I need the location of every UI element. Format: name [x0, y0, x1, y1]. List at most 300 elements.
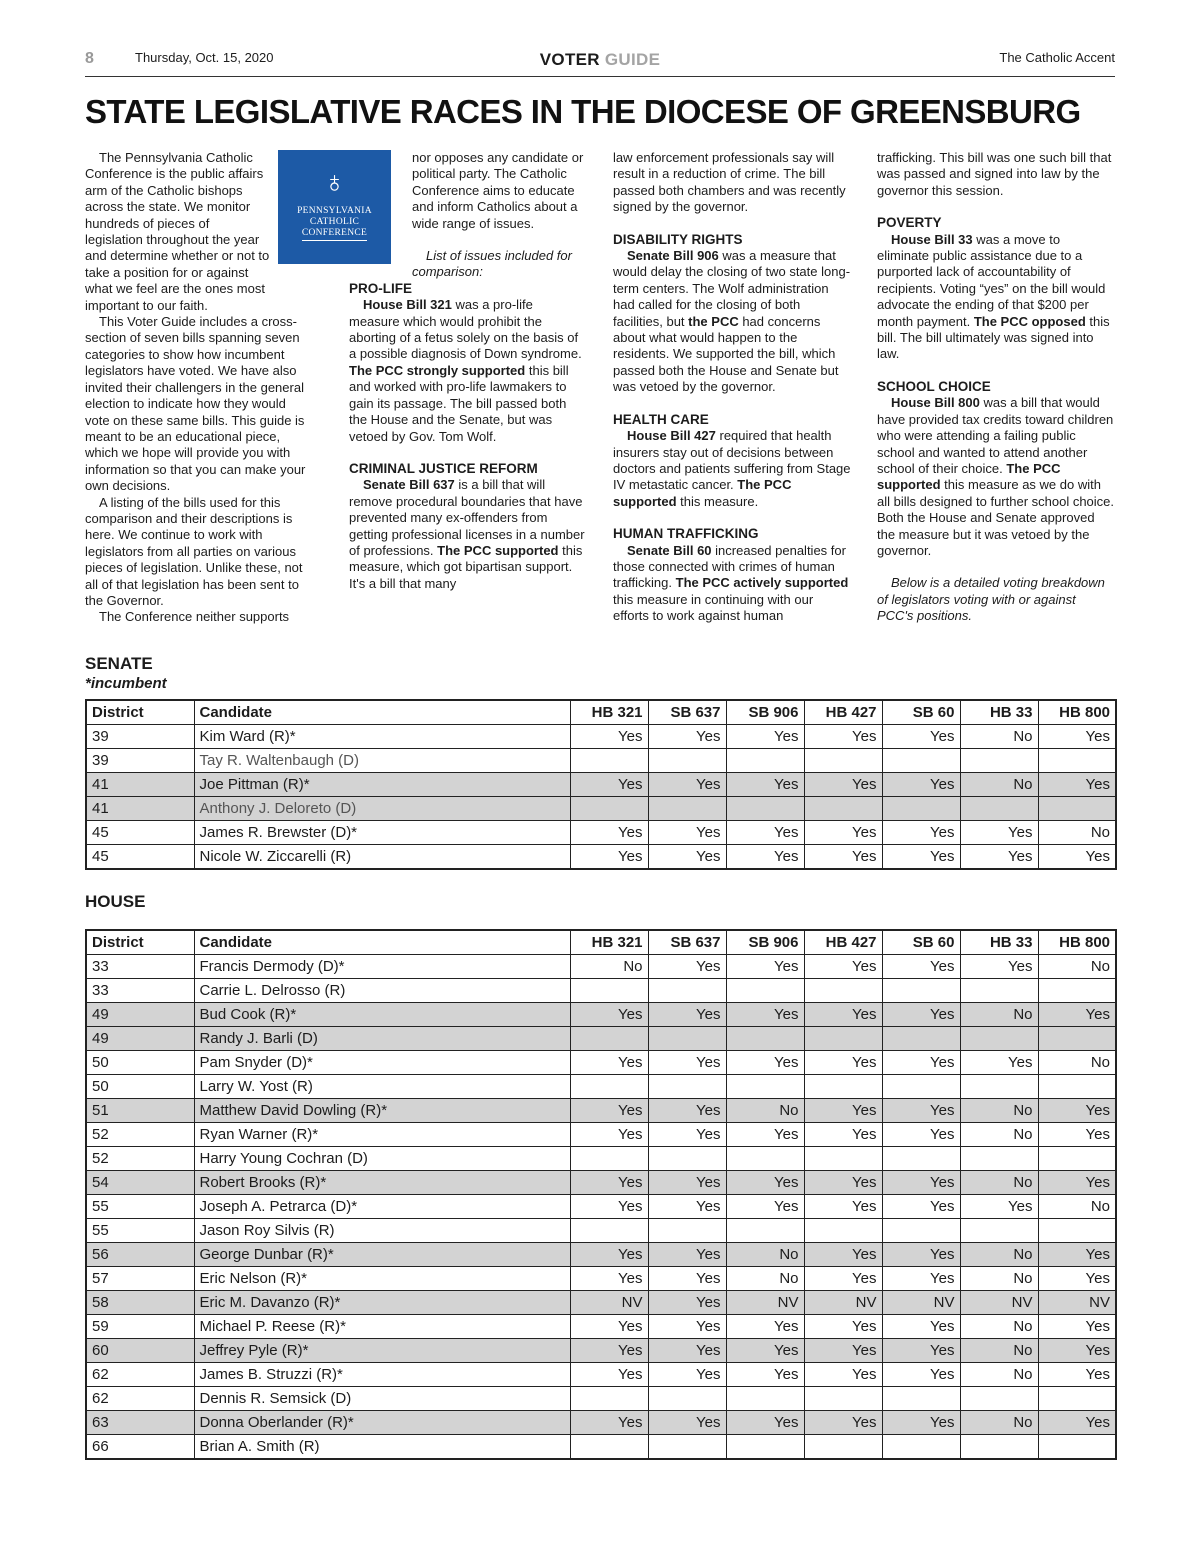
vote-cell: Yes	[1038, 1003, 1116, 1027]
house-header-row	[86, 930, 1116, 955]
vote-cell	[648, 1387, 726, 1411]
vote-cell: Yes	[882, 1099, 960, 1123]
vote-cell: Yes	[726, 1171, 804, 1195]
district-cell: 55	[86, 1195, 194, 1219]
district-cell: 60	[86, 1339, 194, 1363]
vote-cell: Yes	[570, 1051, 648, 1075]
section-word-voter: VOTER	[539, 50, 600, 69]
table-row	[86, 1243, 1116, 1267]
intro-paragraph-1: The Pennsylvania Catholic Conference is the public affairs arm of the Catholic bishops across the state. We monitor hundreds of pieces of legislation throughout the year and determine whether or not to take a position for or against what we feel are the ones most important to our faith.	[85, 150, 270, 313]
vote-cell: No	[960, 1003, 1038, 1027]
vote-cell: Yes	[648, 725, 726, 749]
vote-cell: Yes	[882, 1171, 960, 1195]
vote-cell: Yes	[648, 1243, 726, 1267]
heading-poverty: POVERTY	[877, 215, 942, 231]
vote-cell: Yes	[804, 1339, 882, 1363]
section-word-guide: GUIDE	[604, 50, 661, 69]
vote-cell: Yes	[570, 1099, 648, 1123]
vote-cell: Yes	[882, 845, 960, 870]
vote-cell: NV	[726, 1291, 804, 1315]
column-header: HB 33	[960, 930, 1038, 955]
vote-cell	[570, 1075, 648, 1099]
district-cell: 51	[86, 1099, 194, 1123]
vote-cell	[570, 1387, 648, 1411]
vote-cell: Yes	[648, 1123, 726, 1147]
district-cell: 50	[86, 1051, 194, 1075]
vote-cell: Yes	[804, 821, 882, 845]
district-cell: 39	[86, 725, 194, 749]
vote-cell: Yes	[648, 1003, 726, 1027]
district-cell: 33	[86, 979, 194, 1003]
candidate-cell: Jeffrey Pyle (R)*	[194, 1339, 570, 1363]
vote-cell	[960, 979, 1038, 1003]
vote-cell: Yes	[1038, 725, 1116, 749]
vote-cell	[648, 1075, 726, 1099]
section-label	[85, 50, 1115, 70]
vote-cell	[648, 1219, 726, 1243]
vote-cell: Yes	[804, 845, 882, 870]
heading-school-choice: SCHOOL CHOICE	[877, 378, 991, 394]
vote-cell	[804, 749, 882, 773]
vote-cell: Yes	[570, 1267, 648, 1291]
candidate-cell: Brian A. Smith (R)	[194, 1435, 570, 1460]
vote-cell	[726, 749, 804, 773]
vote-cell: Yes	[882, 1243, 960, 1267]
candidate-cell: George Dunbar (R)*	[194, 1243, 570, 1267]
vote-cell: Yes	[570, 1123, 648, 1147]
vote-cell: Yes	[804, 1363, 882, 1387]
vote-cell: Yes	[648, 1171, 726, 1195]
column-header: HB 321	[570, 930, 648, 955]
table-row	[86, 979, 1116, 1003]
table-row	[86, 1075, 1116, 1099]
column-header: HB 321	[570, 700, 648, 725]
vote-cell: Yes	[726, 1363, 804, 1387]
vote-cell	[726, 979, 804, 1003]
district-cell: 56	[86, 1243, 194, 1267]
table-row	[86, 1123, 1116, 1147]
voting-breakdown-note: Below is a detailed voting breakdown of legislators voting with or against PCC's positions.	[877, 575, 1105, 624]
vote-cell	[804, 1027, 882, 1051]
column-header: HB 800	[1038, 930, 1116, 955]
candidate-cell: Dennis R. Semsick (D)	[194, 1387, 570, 1411]
vote-cell: NV	[570, 1291, 648, 1315]
vote-cell: Yes	[726, 1411, 804, 1435]
vote-cell: Yes	[570, 1339, 648, 1363]
candidate-cell: Pam Snyder (D)*	[194, 1051, 570, 1075]
vote-cell: Yes	[648, 1291, 726, 1315]
headline: STATE LEGISLATIVE RACES IN THE DIOCESE OF GREENSBURG	[85, 93, 1081, 130]
candidate-cell: Donna Oberlander (R)*	[194, 1411, 570, 1435]
vote-cell: Yes	[882, 955, 960, 979]
logo-text: PENNSYLVANIA CATHOLIC CONFERENCE	[278, 206, 391, 241]
column-header: HB 33	[960, 700, 1038, 725]
vote-cell	[882, 1027, 960, 1051]
vote-cell	[570, 1435, 648, 1460]
candidate-cell: Ryan Warner (R)*	[194, 1123, 570, 1147]
table-row	[86, 1315, 1116, 1339]
vote-cell: Yes	[882, 1315, 960, 1339]
vote-cell: No	[726, 1267, 804, 1291]
candidate-cell: Larry W. Yost (R)	[194, 1075, 570, 1099]
vote-cell: Yes	[570, 1243, 648, 1267]
trafficking-paragraph: Senate Bill 60 increased penalties for those connected with crimes of human trafficking. The PCC actively supported this measure in continuing with our efforts to work against human	[613, 542, 849, 624]
vote-cell	[960, 797, 1038, 821]
vote-cell: No	[960, 773, 1038, 797]
senate-heading: SENATE	[85, 654, 153, 673]
vote-cell	[570, 797, 648, 821]
vote-cell: Yes	[882, 1051, 960, 1075]
table-row	[86, 1363, 1116, 1387]
vote-cell	[882, 1147, 960, 1171]
table-row	[86, 749, 1116, 773]
vote-cell: No	[1038, 821, 1116, 845]
vote-cell	[570, 749, 648, 773]
table-row	[86, 1387, 1116, 1411]
disability-paragraph: Senate Bill 906 was a measure that would delay the closing of two state long-term centers. The Wolf administration had called for the closing of both facilities, but the PCC had concerns about what would happen to the residents. We supported the bill, which passed both the House and Senate but was vetoed by the governor.	[613, 248, 851, 395]
vote-cell: Yes	[1038, 1171, 1116, 1195]
column-header: Candidate	[194, 930, 570, 955]
vote-cell	[570, 1219, 648, 1243]
candidate-cell: James B. Struzzi (R)*	[194, 1363, 570, 1387]
vote-cell: Yes	[648, 1051, 726, 1075]
vote-cell: No	[960, 725, 1038, 749]
vote-cell: Yes	[960, 821, 1038, 845]
vote-cell	[882, 1387, 960, 1411]
vote-cell: Yes	[726, 773, 804, 797]
vote-cell	[726, 1435, 804, 1460]
table-row	[86, 773, 1116, 797]
issues-list-note: List of issues included for comparison:	[412, 248, 572, 280]
vote-cell	[1038, 797, 1116, 821]
table-row	[86, 821, 1116, 845]
vote-cell	[882, 1435, 960, 1460]
vote-cell: Yes	[960, 1195, 1038, 1219]
vote-cell	[804, 1435, 882, 1460]
candidate-cell: Anthony J. Deloreto (D)	[194, 797, 570, 821]
vote-cell	[804, 1075, 882, 1099]
table-row	[86, 1267, 1116, 1291]
table-row	[86, 1435, 1116, 1460]
poverty-paragraph: House Bill 33 was a move to eliminate public assistance due to a purported lack of accountability of recipients. Voting “yes” on the bill would advocate the ending of that $200 per month payment. The PCC opposed this bill. The bill ultimately was signed into law.	[877, 231, 1110, 362]
vote-cell	[804, 1147, 882, 1171]
vote-cell	[570, 1027, 648, 1051]
vote-cell	[960, 1387, 1038, 1411]
health-care-paragraph: House Bill 427 required that health insurers stay out of decisions between doctors and patients suffering from Stage IV metastatic cancer. The PCC supported this measure.	[613, 428, 851, 509]
column-header: SB 60	[882, 930, 960, 955]
intro-paragraph-3: A listing of the bills used for this comparison and their descriptions is here. We continue to work with legislators from all parties on various pieces of legislation. Unlike these, not all of that legislation has been sent to the Governor.	[85, 494, 303, 608]
vote-cell	[570, 979, 648, 1003]
column-header: SB 60	[882, 700, 960, 725]
vote-cell: Yes	[804, 1099, 882, 1123]
vote-cell	[1038, 1027, 1116, 1051]
vote-cell: Yes	[570, 821, 648, 845]
district-cell: 39	[86, 749, 194, 773]
district-cell: 57	[86, 1267, 194, 1291]
vote-cell: No	[726, 1099, 804, 1123]
table-row	[86, 1219, 1116, 1243]
school-choice-paragraph: House Bill 800 was a bill that would have provided tax credits toward children who were attending a failing public school and wanted to attend another school of their choice. The PCC supported this measure as we do with all bills designed to further school choice. Both the House and Senate approved the measure but it was vetoed by the governor.	[877, 395, 1115, 558]
column-header: Candidate	[194, 700, 570, 725]
page-number: 8	[85, 50, 94, 67]
column-header: HB 427	[804, 700, 882, 725]
vote-cell	[648, 979, 726, 1003]
district-cell: 62	[86, 1363, 194, 1387]
heading-disability-rights: DISABILITY RIGHTS	[613, 231, 743, 247]
heading-health-care: HEALTH CARE	[613, 411, 709, 427]
vote-cell: Yes	[570, 1195, 648, 1219]
vote-cell: Yes	[726, 845, 804, 870]
house-heading: HOUSE	[85, 892, 146, 911]
vote-cell	[804, 979, 882, 1003]
table-row	[86, 1195, 1116, 1219]
table-row	[86, 1411, 1116, 1435]
vote-cell	[960, 1219, 1038, 1243]
vote-cell: Yes	[1038, 1099, 1116, 1123]
candidate-cell: Kim Ward (R)*	[194, 725, 570, 749]
vote-cell	[960, 1027, 1038, 1051]
table-row	[86, 1051, 1116, 1075]
vote-cell	[882, 979, 960, 1003]
pro-life-paragraph: House Bill 321 was a pro-life measure which would prohibit the aborting of a fetus solely on the basis of a possible diagnosis of Down syndrome. The PCC strongly supported this bill and worked with pro-life lawmakers to gain its passage. The bill passed both the House and the Senate, but was vetoed by Gov. Tom Wolf.	[349, 297, 582, 444]
vote-cell: Yes	[1038, 773, 1116, 797]
vote-cell	[804, 1387, 882, 1411]
vote-cell: No	[726, 1243, 804, 1267]
district-cell: 55	[86, 1219, 194, 1243]
table-row	[86, 1171, 1116, 1195]
vote-cell	[648, 1147, 726, 1171]
column-header: SB 906	[726, 930, 804, 955]
column-header: HB 427	[804, 930, 882, 955]
vote-cell: Yes	[960, 955, 1038, 979]
intro-paragraph-2: This Voter Guide includes a cross-section of seven bills spanning seven categories to show how incumbent legislators have voted. We have also invited their challengers in the general election to indicate how they would vote on these same bills. This guide is meant to be an educational piece, which we hope will provide you with information so that you can make your own decisions.	[85, 314, 306, 494]
district-cell: 52	[86, 1123, 194, 1147]
candidate-cell: Jason Roy Silvis (R)	[194, 1219, 570, 1243]
vote-cell: Yes	[882, 725, 960, 749]
candidate-cell: Matthew David Dowling (R)*	[194, 1099, 570, 1123]
vote-cell: Yes	[882, 773, 960, 797]
vote-cell	[648, 1435, 726, 1460]
heading-criminal-justice: CRIMINAL JUSTICE REFORM	[349, 460, 538, 476]
vote-cell	[960, 1435, 1038, 1460]
district-cell: 59	[86, 1315, 194, 1339]
vote-cell: Yes	[570, 1411, 648, 1435]
vote-cell: No	[1038, 1051, 1116, 1075]
issue-date: Thursday, Oct. 15, 2020	[135, 50, 274, 65]
vote-cell: Yes	[882, 1195, 960, 1219]
table-row	[86, 955, 1116, 979]
vote-cell: Yes	[648, 821, 726, 845]
vote-cell: Yes	[882, 1339, 960, 1363]
column-header: SB 906	[726, 700, 804, 725]
vote-cell	[1038, 1387, 1116, 1411]
table-row	[86, 845, 1116, 870]
candidate-cell: James R. Brewster (D)*	[194, 821, 570, 845]
vote-cell: Yes	[882, 1003, 960, 1027]
vote-cell: Yes	[648, 1363, 726, 1387]
vote-cell: Yes	[648, 1267, 726, 1291]
table-row	[86, 1291, 1116, 1315]
column-header: SB 637	[648, 930, 726, 955]
vote-cell: Yes	[570, 773, 648, 797]
vote-cell: Yes	[804, 1267, 882, 1291]
vote-cell: Yes	[882, 1363, 960, 1387]
candidate-cell: Joe Pittman (R)*	[194, 773, 570, 797]
house-votes-table	[85, 929, 1117, 1460]
heading-human-trafficking: HUMAN TRAFFICKING	[613, 526, 759, 542]
incumbent-note: *incumbent	[85, 675, 167, 692]
vote-cell: Yes	[726, 1003, 804, 1027]
publication-name: The Catholic Accent	[999, 50, 1115, 65]
vote-cell: Yes	[726, 955, 804, 979]
vote-cell	[648, 1027, 726, 1051]
vote-cell	[960, 1075, 1038, 1099]
vote-cell	[726, 1147, 804, 1171]
article-column-3	[613, 150, 851, 625]
table-row	[86, 1003, 1116, 1027]
vote-cell: Yes	[648, 1315, 726, 1339]
vote-cell: Yes	[648, 773, 726, 797]
district-cell: 66	[86, 1435, 194, 1460]
vote-cell	[1038, 1075, 1116, 1099]
candidate-cell: Eric M. Davanzo (R)*	[194, 1291, 570, 1315]
vote-cell	[960, 749, 1038, 773]
column-header: District	[86, 930, 194, 955]
vote-cell: Yes	[570, 1003, 648, 1027]
table-row	[86, 1027, 1116, 1051]
vote-cell: Yes	[804, 1051, 882, 1075]
vote-cell: Yes	[648, 845, 726, 870]
district-cell: 50	[86, 1075, 194, 1099]
candidate-cell: Michael P. Reese (R)*	[194, 1315, 570, 1339]
vote-cell: Yes	[1038, 1411, 1116, 1435]
district-cell: 33	[86, 955, 194, 979]
vote-cell	[960, 1147, 1038, 1171]
vote-cell: No	[960, 1243, 1038, 1267]
candidate-cell: Randy J. Barli (D)	[194, 1027, 570, 1051]
vote-cell: No	[960, 1171, 1038, 1195]
vote-cell: Yes	[960, 845, 1038, 870]
candidate-cell: Nicole W. Ziccarelli (R)	[194, 845, 570, 870]
candidate-cell: Robert Brooks (R)*	[194, 1171, 570, 1195]
vote-cell: Yes	[1038, 1315, 1116, 1339]
vote-cell: Yes	[726, 1315, 804, 1339]
vote-cell	[648, 749, 726, 773]
vote-cell: Yes	[804, 955, 882, 979]
nonpartisan-paragraph: nor opposes any candidate or political party. The Catholic Conference aims to educate and inform Catholics about a wide range of issues.	[412, 150, 584, 231]
vote-cell: Yes	[882, 1123, 960, 1147]
senate-header-row	[86, 700, 1116, 725]
vote-cell: Yes	[570, 845, 648, 870]
vote-cell: No	[570, 955, 648, 979]
district-cell: 52	[86, 1147, 194, 1171]
vote-cell: Yes	[570, 1315, 648, 1339]
district-cell: 45	[86, 845, 194, 870]
table-row	[86, 725, 1116, 749]
vote-cell	[1038, 749, 1116, 773]
vote-cell	[1038, 1435, 1116, 1460]
vote-cell	[882, 749, 960, 773]
vote-cell: No	[960, 1411, 1038, 1435]
candidate-cell: Eric Nelson (R)*	[194, 1267, 570, 1291]
vote-cell: Yes	[648, 955, 726, 979]
candidate-cell: Harry Young Cochran (D)	[194, 1147, 570, 1171]
trafficking-continued: trafficking. This bill was one such bill that was passed and signed into law by the governor this session.	[877, 150, 1112, 198]
vote-cell	[882, 797, 960, 821]
vote-cell: NV	[1038, 1291, 1116, 1315]
vote-cell: No	[1038, 955, 1116, 979]
vote-cell: NV	[882, 1291, 960, 1315]
district-cell: 45	[86, 821, 194, 845]
vote-cell: Yes	[726, 725, 804, 749]
vote-cell: Yes	[648, 1099, 726, 1123]
vote-cell	[726, 1387, 804, 1411]
vote-cell: No	[960, 1363, 1038, 1387]
vote-cell: Yes	[960, 1051, 1038, 1075]
district-cell: 41	[86, 773, 194, 797]
criminal-justice-paragraph: Senate Bill 637 is a bill that will remove procedural boundaries that have prevented many ex-offenders from getting professional licenses in a number of professions. The PCC supported this measure, which got bipartisan support. It's a bill that many	[349, 477, 585, 591]
vote-cell: No	[960, 1099, 1038, 1123]
vote-cell: NV	[804, 1291, 882, 1315]
district-cell: 54	[86, 1171, 194, 1195]
vote-cell: Yes	[804, 1243, 882, 1267]
vote-cell: Yes	[882, 821, 960, 845]
vote-cell	[1038, 1219, 1116, 1243]
vote-cell	[726, 1075, 804, 1099]
vote-cell: No	[960, 1339, 1038, 1363]
vote-cell: Yes	[882, 1411, 960, 1435]
vote-cell: NV	[960, 1291, 1038, 1315]
vote-cell: Yes	[570, 725, 648, 749]
vote-cell: Yes	[804, 1315, 882, 1339]
vote-cell	[1038, 1147, 1116, 1171]
vote-cell: Yes	[804, 773, 882, 797]
table-row	[86, 797, 1116, 821]
article-body	[85, 150, 1115, 640]
column-header: HB 800	[1038, 700, 1116, 725]
page-header	[85, 48, 1115, 77]
vote-cell: Yes	[804, 1171, 882, 1195]
vote-cell	[804, 1219, 882, 1243]
vote-cell: Yes	[570, 1171, 648, 1195]
vote-cell: No	[960, 1267, 1038, 1291]
vote-cell	[648, 797, 726, 821]
vote-cell	[882, 1075, 960, 1099]
heading-pro-life: PRO-LIFE	[349, 280, 412, 296]
vote-cell: Yes	[804, 725, 882, 749]
vote-cell: Yes	[1038, 1363, 1116, 1387]
vote-cell: Yes	[1038, 1267, 1116, 1291]
vote-cell: Yes	[726, 1339, 804, 1363]
vote-cell: Yes	[804, 1195, 882, 1219]
vote-cell: Yes	[804, 1123, 882, 1147]
candidate-cell: Bud Cook (R)*	[194, 1003, 570, 1027]
column-header: SB 637	[648, 700, 726, 725]
vote-cell: No	[960, 1315, 1038, 1339]
district-cell: 62	[86, 1387, 194, 1411]
table-row	[86, 1099, 1116, 1123]
vote-cell: Yes	[726, 1123, 804, 1147]
vote-cell	[1038, 979, 1116, 1003]
criminal-justice-continued: law enforcement professionals say will result in a reduction of crime. The bill passed both chambers and was recently signed by the governor.	[613, 150, 846, 215]
district-cell: 49	[86, 1027, 194, 1051]
vote-cell	[570, 1147, 648, 1171]
vote-cell: Yes	[726, 1195, 804, 1219]
vote-cell	[804, 797, 882, 821]
vote-cell: Yes	[1038, 1123, 1116, 1147]
vote-cell	[726, 1027, 804, 1051]
district-cell: 41	[86, 797, 194, 821]
